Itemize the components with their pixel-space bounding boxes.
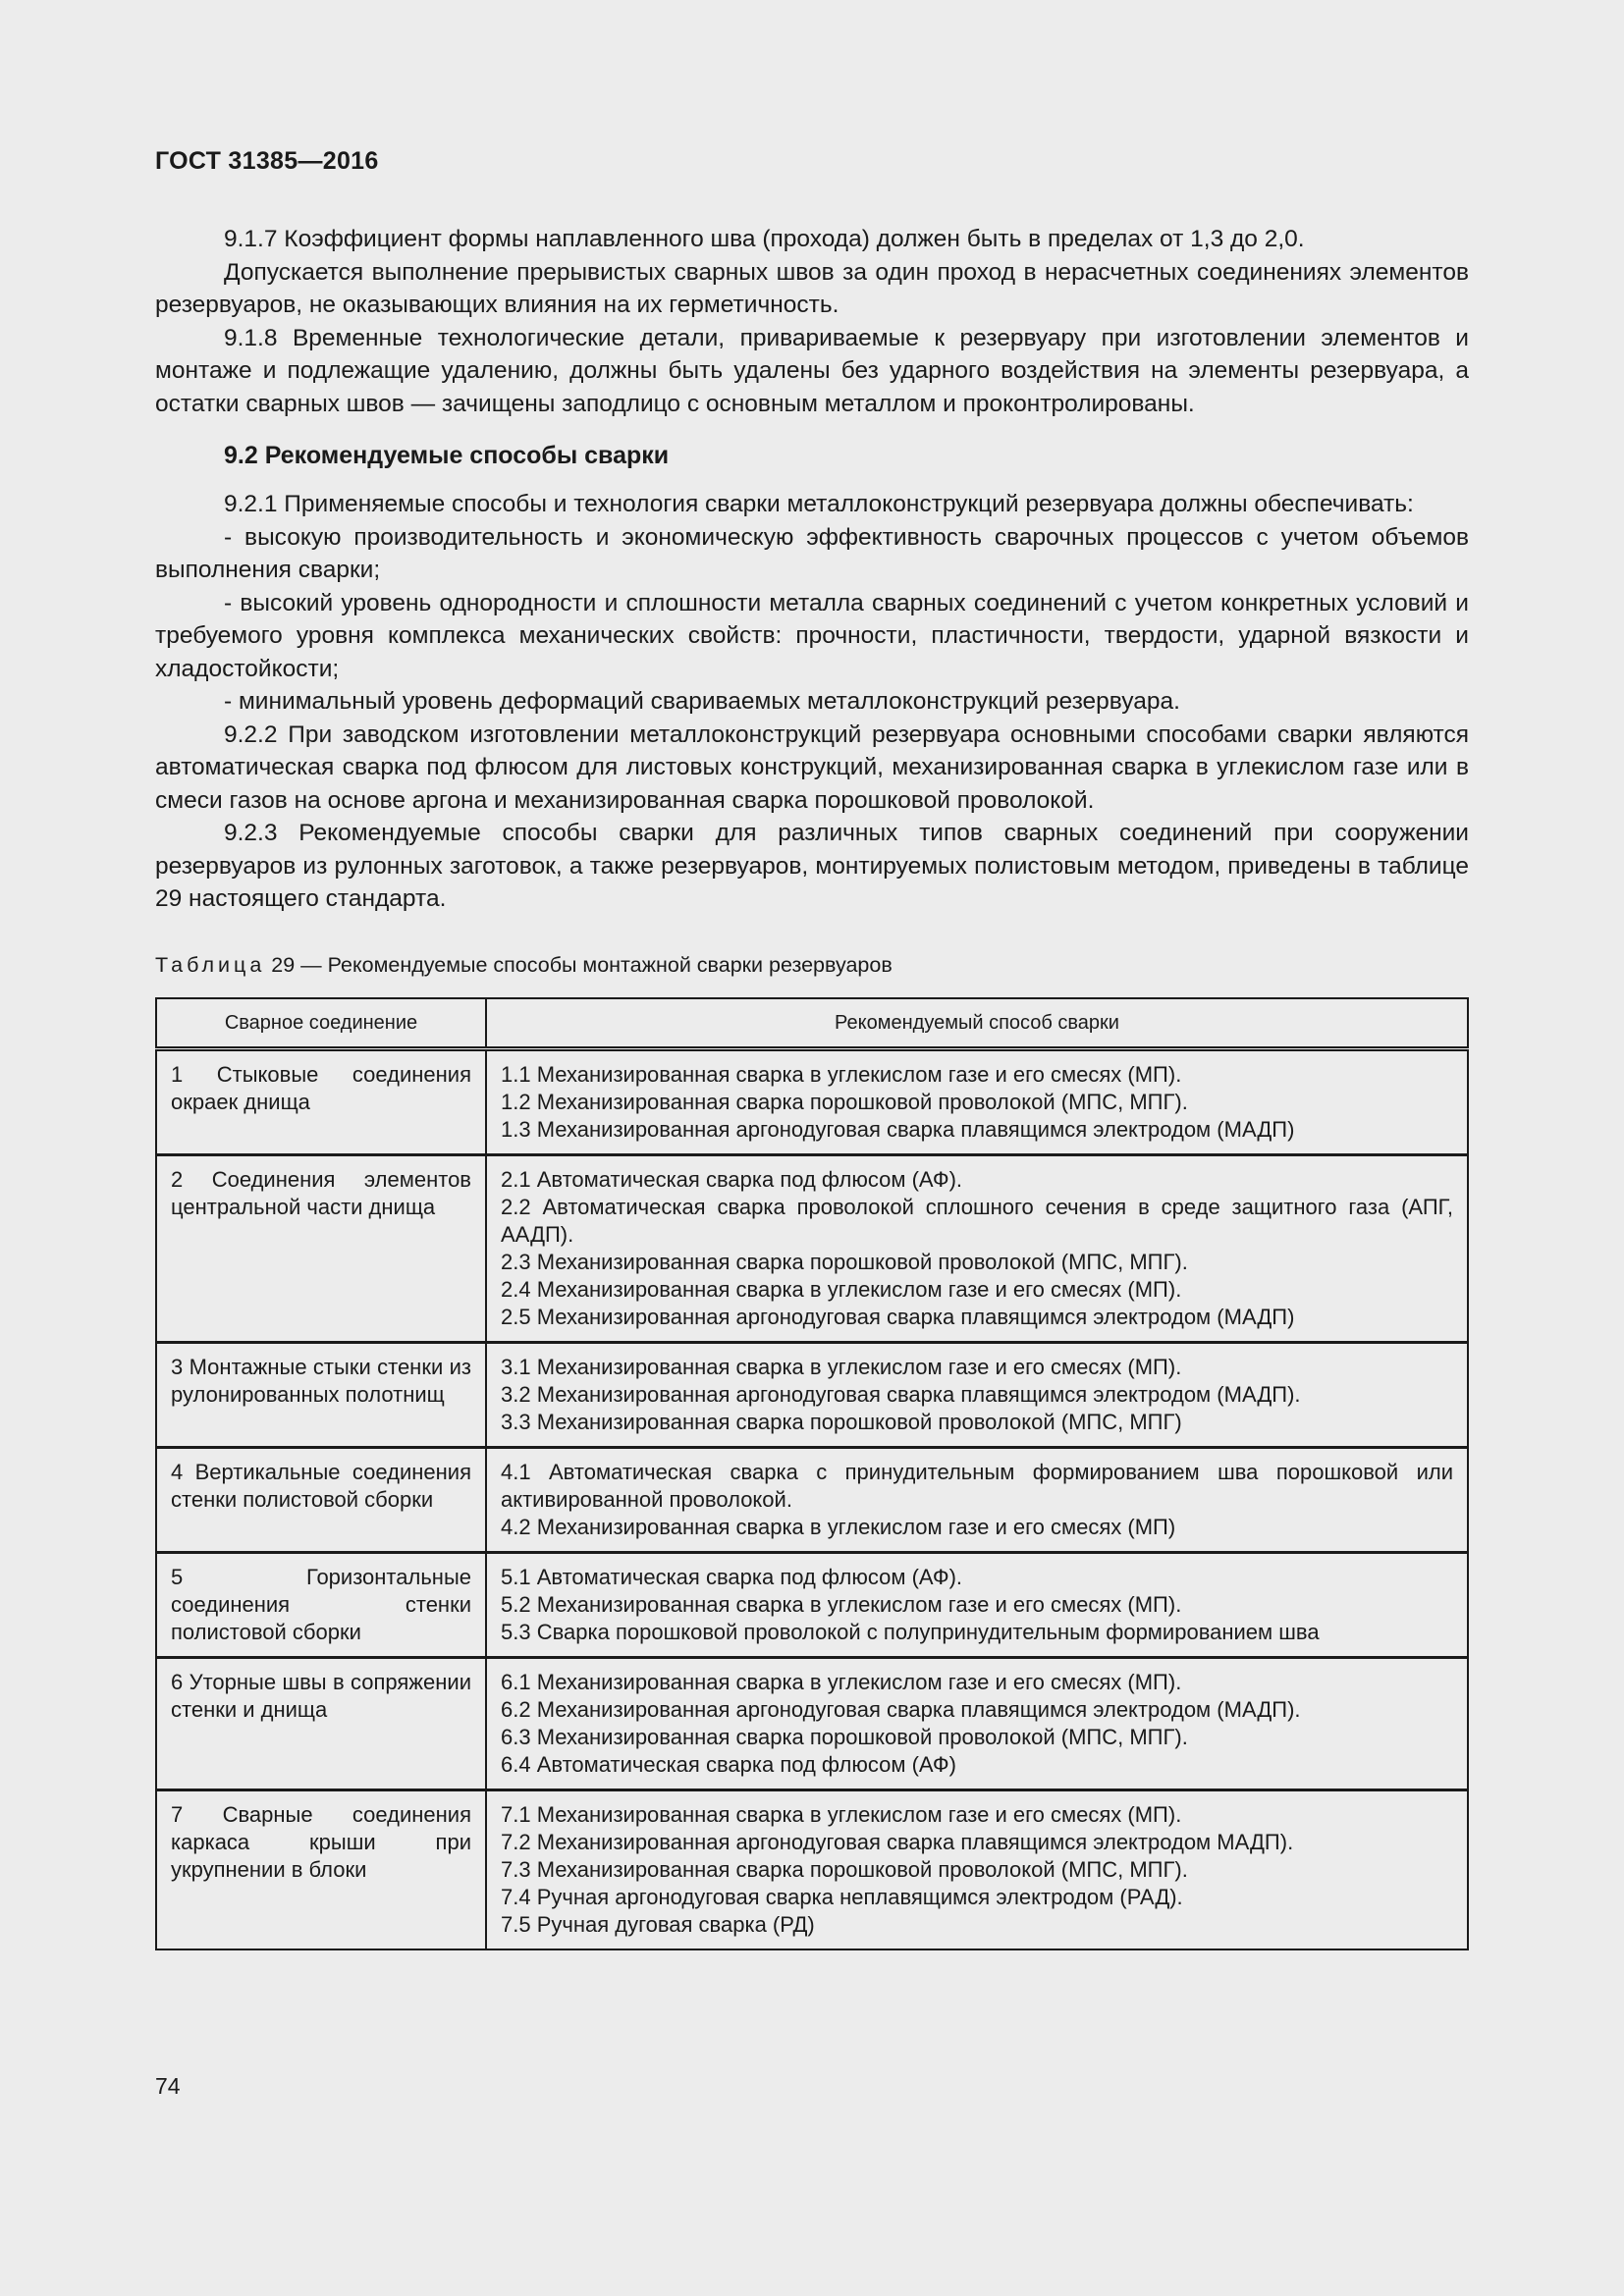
method-cell <box>486 1154 1468 1342</box>
list-item-uniformity: - высокий уровень однородности и сплошности металла сварных соединений с учетом конкретных условий и требуемого уровня комплекса механических свойств: прочности, пластичности, твердости, ударной вязкости и хладостойкости; <box>155 589 1469 682</box>
table-row <box>156 1447 1468 1552</box>
table-row <box>156 1552 1468 1657</box>
method-item: 4.2 Механизированная сварка в углекислом газе и его смесях (МП) <box>501 1514 1176 1539</box>
paragraph-9-1-8: 9.1.8 Временные технологические детали, привариваемые к резервуару при изготовлении элементов и монтаже и подлежащие удалению, должны быть удалены без ударного воздействия на элементы резервуара, а остатки сварных швов — зачищены заподлицо с основным металлом и проконтролированы. <box>155 324 1469 417</box>
method-item: 2.4 Механизированная сварка в углекислом газе и его смесях (МП). <box>501 1276 1182 1302</box>
list-item-productivity: - высокую производительность и экономическую эффективность сварочных процессов с учетом объемов выполнения сварки; <box>155 523 1469 583</box>
method-item: 7.3 Механизированная сварка порошковой проволокой (МПС, МПГ). <box>501 1856 1188 1882</box>
method-item: 1.2 Механизированная сварка порошковой проволокой (МПС, МПГ). <box>501 1089 1188 1114</box>
method-cell <box>486 1657 1468 1789</box>
table-caption-label: Таблица <box>155 952 266 977</box>
table-header-row <box>156 998 1468 1049</box>
method-cell <box>486 1789 1468 1949</box>
paragraph-9-2-3: 9.2.3 Рекомендуемые способы сварки для различных типов сварных соединений при сооружении резервуаров из рулонных заготовок, а также резервуаров, монтируемых полистовым методом, приведены в таблице 29 настоящего стандарта. <box>155 820 1469 912</box>
table-caption-text: 29 — Рекомендуемые способы монтажной сварки резервуаров <box>265 952 893 977</box>
body-text-section <box>155 488 1469 916</box>
method-item: 3.1 Механизированная сварка в углекислом газе и его смесях (МП). <box>501 1354 1182 1379</box>
method-item: 2.2 Автоматическая сварка проволокой сплошного сечения в среде защитного газа (АПГ, ААДП). <box>501 1194 1453 1247</box>
method-item: 1.1 Механизированная сварка в углекислом газе и его смесях (МП). <box>501 1061 1182 1087</box>
table-row <box>156 1048 1468 1154</box>
body-text-top <box>155 223 1469 420</box>
method-item: 3.2 Механизированная аргонодуговая сварка плавящимся электродом (МАДП). <box>501 1381 1301 1407</box>
joint-cell: 1 Стыковые соединения окраек днища <box>156 1048 486 1154</box>
method-cell <box>486 1447 1468 1552</box>
method-item: 6.2 Механизированная аргонодуговая сварка плавящимся электродом (МАДП). <box>501 1696 1301 1722</box>
method-item: 2.3 Механизированная сварка порошковой проволокой (МПС, МПГ). <box>501 1249 1188 1274</box>
method-item: 6.1 Механизированная сварка в углекислом газе и его смесях (МП). <box>501 1669 1182 1694</box>
method-item: 5.1 Автоматическая сварка под флюсом (АФ). <box>501 1564 963 1589</box>
method-cell <box>486 1048 1468 1154</box>
method-item: 7.2 Механизированная аргонодуговая сварка плавящимся электродом МАДП). <box>501 1829 1294 1854</box>
method-item: 7.5 Ручная дуговая сварка (РД) <box>501 1911 815 1937</box>
paragraph-9-2-2: 9.2.2 При заводском изготовлении металлоконструкций резервуара основными способами сварки являются автоматическая сварка под флюсом для листовых конструкций, механизированная сварка в углекислом газе или в смеси газов на основе аргона и механизированная сварка порошковой проволокой. <box>155 721 1469 814</box>
table-row <box>156 1657 1468 1789</box>
table-row <box>156 1789 1468 1949</box>
table-row <box>156 1154 1468 1342</box>
section-heading-9-2: 9.2 Рекомендуемые способы сварки <box>224 442 670 469</box>
method-item: 7.4 Ручная аргонодуговая сварка неплавящимся электродом (РАД). <box>501 1884 1183 1909</box>
column-header-method: Рекомендуемый способ сварки <box>486 998 1468 1049</box>
method-item: 5.2 Механизированная сварка в углекислом газе и его смесях (МП). <box>501 1591 1182 1617</box>
joint-cell: 3 Монтажные стыки стенки из рулонированных полотнищ <box>156 1342 486 1447</box>
paragraph-9-1-7: 9.1.7 Коэффициент формы наплавленного шва (прохода) должен быть в пределах от 1,3 до 2,0. <box>224 226 1305 252</box>
joint-cell: 4 Вертикальные соединения стенки полистовой сборки <box>156 1447 486 1552</box>
standard-header: ГОСТ 31385—2016 <box>155 147 379 175</box>
method-item: 4.1 Автоматическая сварка с принудительным формированием шва порошковой или активированной проволокой. <box>501 1459 1453 1512</box>
welding-methods-table <box>155 997 1469 1950</box>
page-number: 74 <box>155 2073 181 2099</box>
joint-cell: 5 Горизонтальные соединения стенки полистовой сборки <box>156 1552 486 1657</box>
table-caption <box>155 953 1469 978</box>
paragraph-9-2-1: 9.2.1 Применяемые способы и технология сварки металлоконструкций резервуара должны обеспечивать: <box>224 491 1414 517</box>
method-cell <box>486 1342 1468 1447</box>
joint-cell: 2 Соединения элементов центральной части днища <box>156 1154 486 1342</box>
method-cell <box>486 1552 1468 1657</box>
method-item: 2.5 Механизированная аргонодуговая сварка плавящимся электродом (МАДП) <box>501 1304 1295 1329</box>
method-item: 6.3 Механизированная сварка порошковой проволокой (МПС, МПГ). <box>501 1724 1188 1749</box>
method-item: 2.1 Автоматическая сварка под флюсом (АФ). <box>501 1166 963 1192</box>
document-page <box>155 147 1469 1950</box>
column-header-joint: Сварное соединение <box>156 998 486 1049</box>
joint-cell: 6 Уторные швы в сопряжении стенки и днища <box>156 1657 486 1789</box>
method-item: 3.3 Механизированная сварка порошковой проволокой (МПС, МПГ) <box>501 1409 1182 1434</box>
paragraph-allowance: Допускается выполнение прерывистых сварных швов за один проход в нерасчетных соединениях элементов резервуаров, не оказывающих влияния на их герметичность. <box>155 258 1469 318</box>
method-item: 7.1 Механизированная сварка в углекислом газе и его смесях (МП). <box>501 1801 1182 1827</box>
table-row <box>156 1342 1468 1447</box>
method-item: 6.4 Автоматическая сварка под флюсом (АФ) <box>501 1751 956 1777</box>
joint-cell: 7 Сварные соединения каркаса крыши при укрупнении в блоки <box>156 1789 486 1949</box>
list-item-deformation: - минимальный уровень деформаций свариваемых металлоконструкций резервуара. <box>224 688 1180 715</box>
method-item: 5.3 Сварка порошковой проволокой с полупринудительным формированием шва <box>501 1619 1320 1644</box>
method-item: 1.3 Механизированная аргонодуговая сварка плавящимся электродом (МАДП) <box>501 1116 1295 1142</box>
